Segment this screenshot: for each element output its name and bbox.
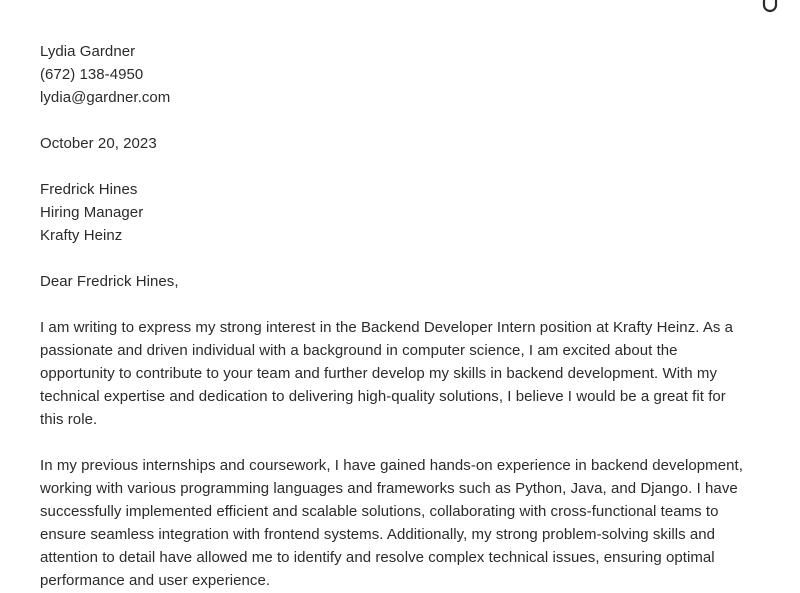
paragraph-line: attention to detail have allowed me to identify and resolve complex technical issues, ensuring optimal xyxy=(40,549,715,566)
recipient-block xyxy=(40,178,770,247)
spacer xyxy=(40,293,770,316)
salutation-block xyxy=(40,270,770,293)
recipient-company: Krafty Heinz xyxy=(40,227,123,244)
spacer xyxy=(40,431,770,454)
body-paragraph-1 xyxy=(40,316,770,431)
sender-name: Lydia Gardner xyxy=(40,43,136,60)
spacer xyxy=(40,247,770,270)
date-block xyxy=(40,132,770,155)
paragraph-line: successfully implemented efficient and scalable solutions, collaborating with cross-functional teams to xyxy=(40,503,719,520)
paragraph-line: this role. xyxy=(40,411,98,428)
recipient-name: Fredrick Hines xyxy=(40,181,138,198)
sender-block xyxy=(40,40,770,109)
paragraph-line: ensure seamless integration with frontend systems. Additionally, my strong problem-solving skills and xyxy=(40,526,716,543)
sender-email: lydia@gardner.com xyxy=(40,89,171,106)
letter-date: October 20, 2023 xyxy=(40,135,157,152)
paragraph-line: passionate and driven individual with a background in computer science, I am excited about the xyxy=(40,342,678,359)
spacer xyxy=(40,109,770,132)
paragraph-line: In my previous internships and coursework, I have gained hands-on experience in backend development, xyxy=(40,457,743,474)
paragraph-line: I am writing to express my strong interest in the Backend Developer Intern position at Krafty Heinz. As a xyxy=(40,319,734,336)
spacer xyxy=(40,155,770,178)
sender-phone: (672) 138-4950 xyxy=(40,66,144,83)
paragraph-line: opportunity to contribute to your team and further develop my skills in backend development. With my xyxy=(40,365,718,382)
body-paragraph-2 xyxy=(40,454,770,592)
cup-icon[interactable] xyxy=(760,0,780,14)
paragraph-line: performance and user experience. xyxy=(40,572,271,589)
cover-letter xyxy=(40,40,770,592)
paragraph-line: working with various programming languages and frameworks such as Python, Java, and Django. I have xyxy=(40,480,738,497)
recipient-title: Hiring Manager xyxy=(40,204,144,221)
paragraph-line: technical expertise and dedication to delivering high-quality solutions, I believe I would be a great fit for xyxy=(40,388,726,405)
salutation: Dear Fredrick Hines, xyxy=(40,273,179,290)
